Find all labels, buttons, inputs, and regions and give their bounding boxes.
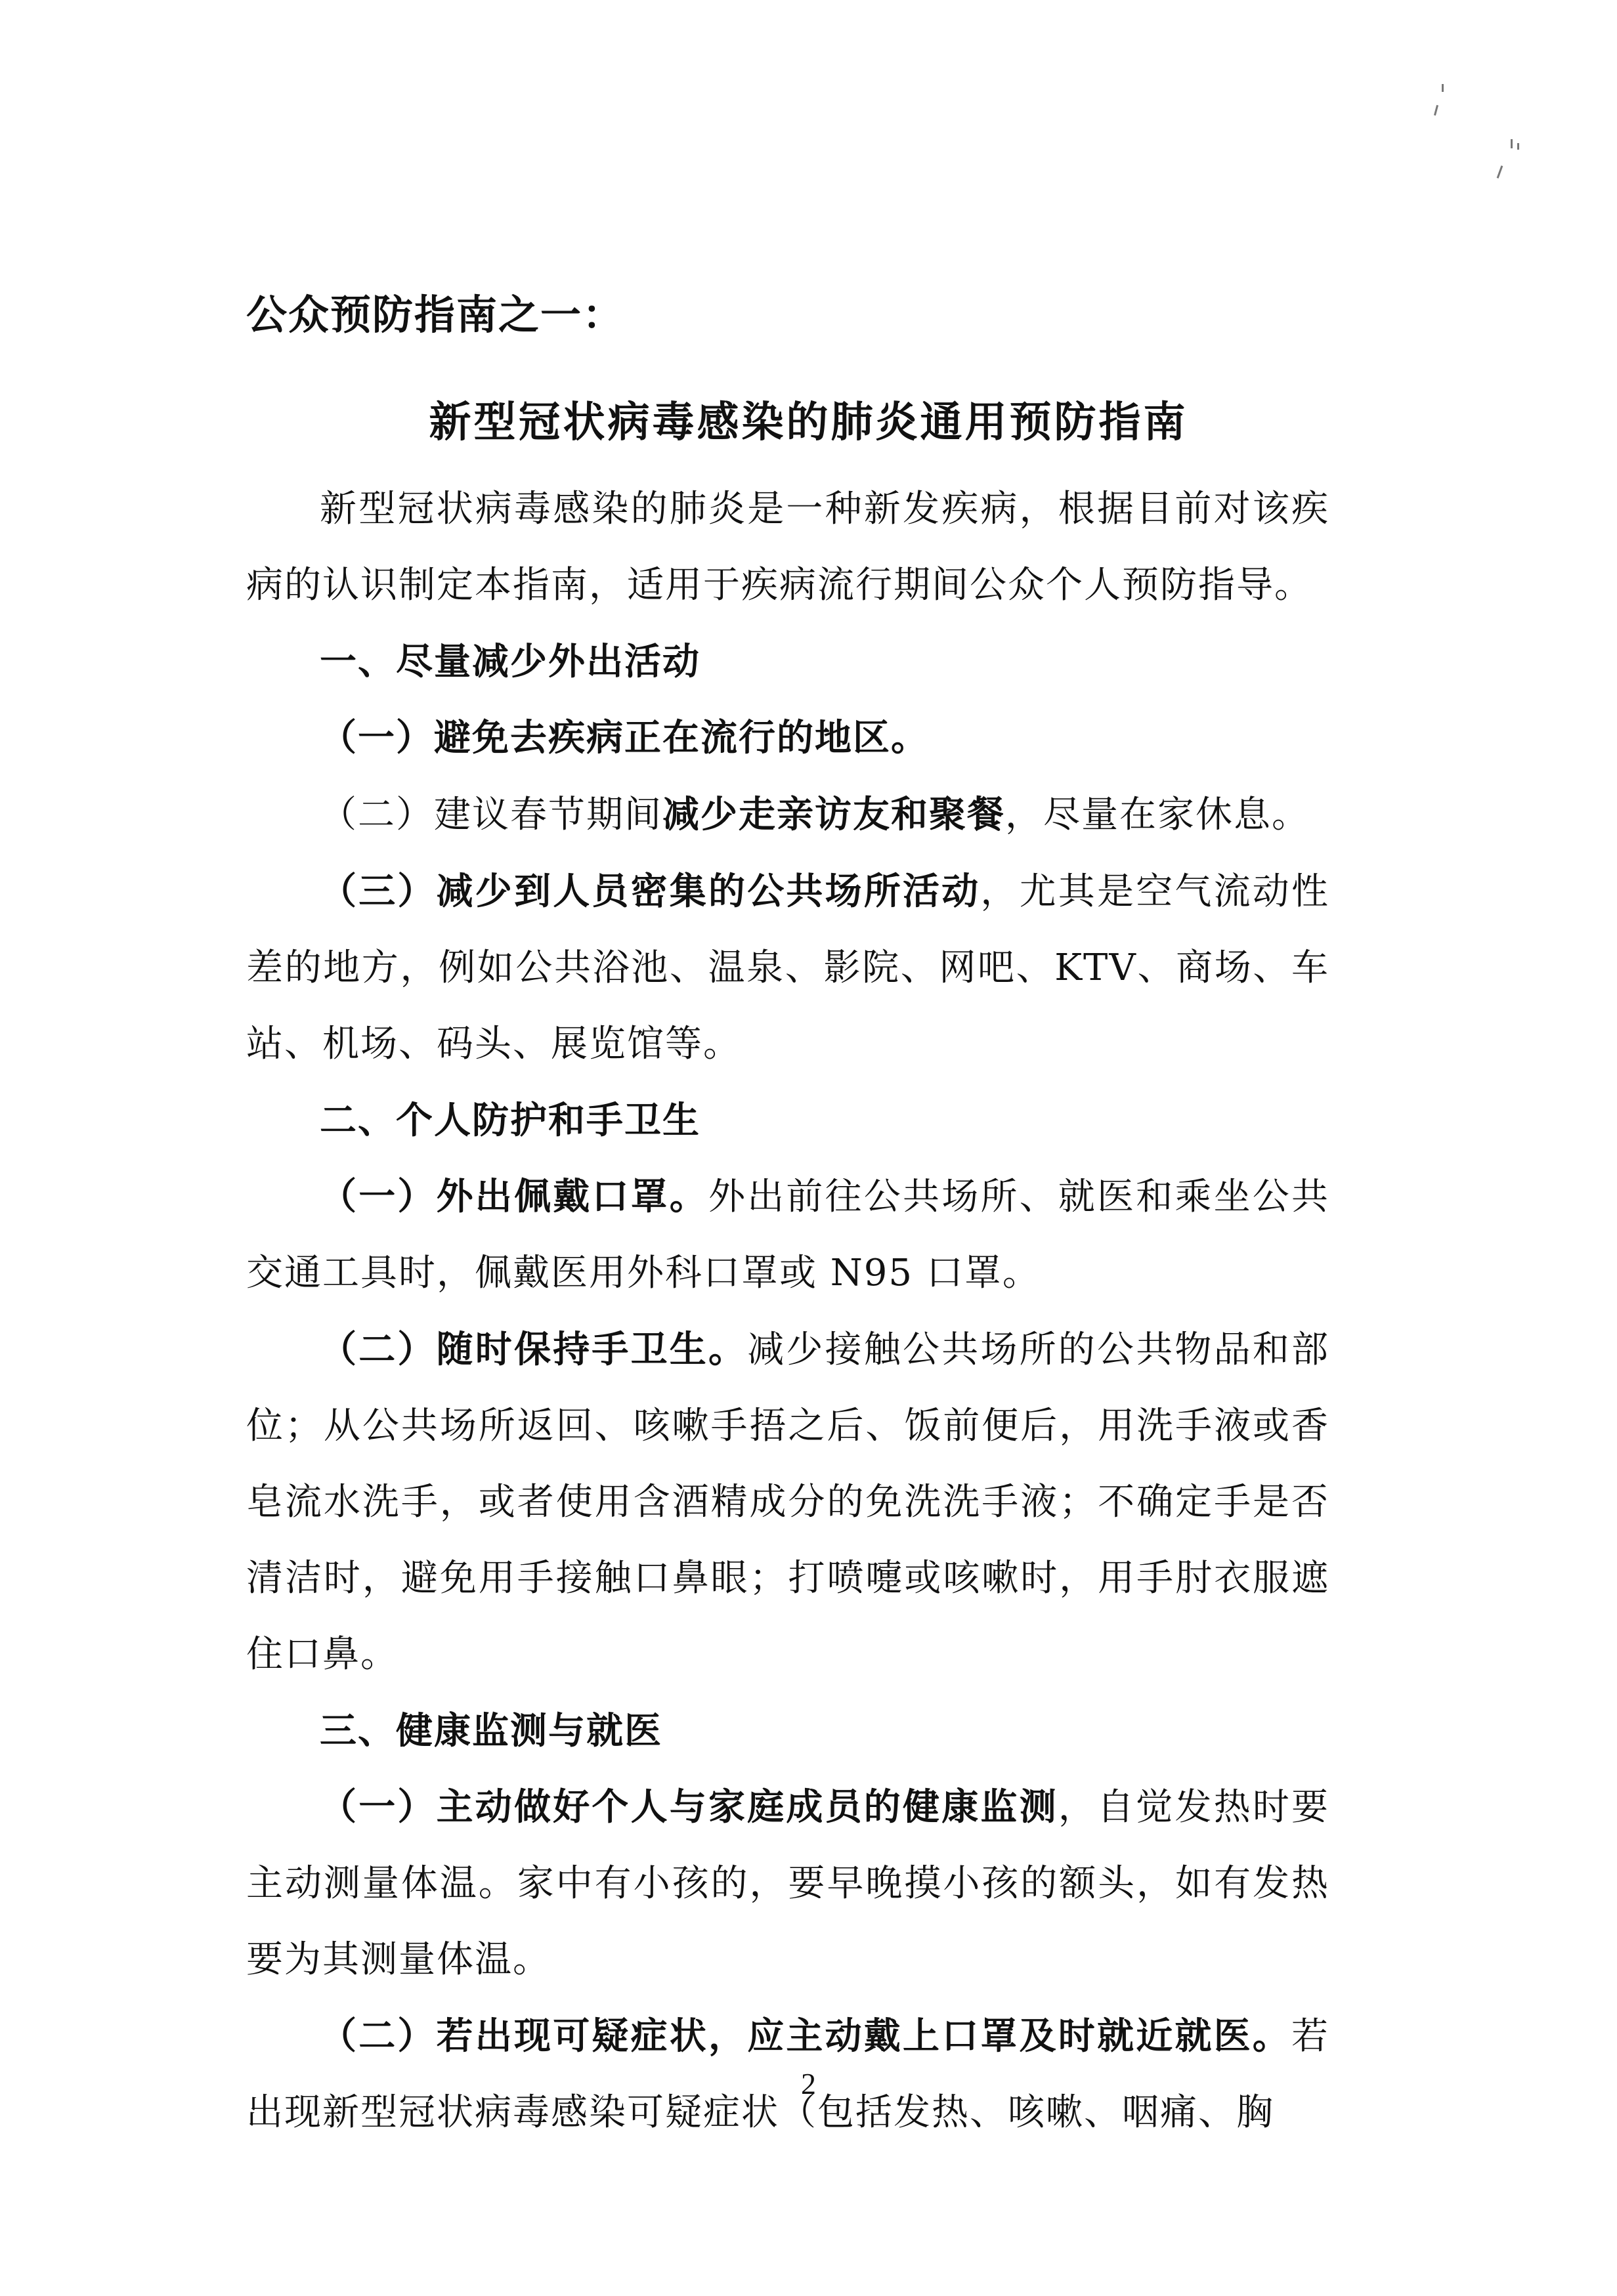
- scan-mark: [1434, 105, 1438, 116]
- scan-mark: [1442, 84, 1444, 92]
- section-item: [246, 1159, 1329, 1311]
- item-bold-text: （二）若出现可疑症状，应主动戴上口罩及时就近就医。: [320, 2014, 1291, 2058]
- item-text: ，自觉发热时要主动测量体温。家中有小孩的，要早晚摸小孩的额头，如有发热要为其测量体温。: [246, 1786, 1330, 1981]
- item-bold-text: （二）随时保持手卫生。: [320, 1328, 748, 1371]
- item-bold-text: （一）外出佩戴口罩。: [320, 1175, 708, 1218]
- document-body: [246, 471, 1329, 2151]
- item-bold-text: 减少走亲访友和聚餐: [662, 793, 1005, 836]
- section-heading: 三、健康监测与就医: [320, 1709, 662, 1753]
- document-label: 公众预防指南之一：: [246, 291, 625, 339]
- scan-mark: [1517, 143, 1519, 150]
- item-text: ，尽量在家休息。: [1005, 794, 1310, 836]
- document-title: 新型冠状病毒感染的肺炎通用预防指南: [429, 398, 1188, 447]
- item-bold-text: （一）主动做好个人与家庭成员的健康监测: [320, 1785, 1058, 1829]
- scan-mark: [1511, 139, 1513, 148]
- section-item: [246, 700, 1329, 776]
- section-item: [246, 776, 1329, 853]
- scan-mark: [1497, 165, 1503, 179]
- item-text: ，尤其是空气流动性差的地方，例如公共浴池、温泉、影院、网吧、KTV、商场、车站、机场、码头、展览馆等。: [246, 870, 1330, 1065]
- item-text: 减少接触公共场所的公共物品和部位；从公共场所返回、咳嗽手捂之后、饭前便后，用洗手液或香皂流水洗手，或者使用含酒精成分的免洗洗手液；不确定手是否清洁时，避免用手接触口鼻眼；打喷嚏或咳嗽时，用手肘衣服遮住口鼻。: [246, 1329, 1330, 1676]
- item-text: 外出前往公共场所、就医和乘坐公共交通工具时，佩戴医用外科口罩或 N95 口罩。: [246, 1176, 1329, 1294]
- item-text: 若出现新型冠状病毒感染可疑症状（包括发热、咳嗽、咽痛、胸: [246, 2015, 1329, 2134]
- section-item: [246, 853, 1329, 1082]
- section-heading: 一、尽量减少外出活动: [320, 640, 701, 683]
- intro-paragraph: 新型冠状病毒感染的肺炎是一种新发疾病，根据目前对该疾病的认识制定本指南，适用于疾病流行期间公众个人预防指导。: [246, 488, 1329, 606]
- section-item: [246, 1311, 1329, 1693]
- section-item: [246, 1769, 1329, 1998]
- section-heading: 二、个人防护和手卫生: [320, 1099, 701, 1142]
- item-bold-text: （三）减少到人员密集的公共场所活动: [320, 870, 981, 913]
- item-bold-text: （一）避免去疾病正在流行的地区。: [320, 716, 929, 759]
- item-prefix-text: （二）建议春节期间: [320, 794, 662, 836]
- page-number: 2: [801, 2067, 816, 2100]
